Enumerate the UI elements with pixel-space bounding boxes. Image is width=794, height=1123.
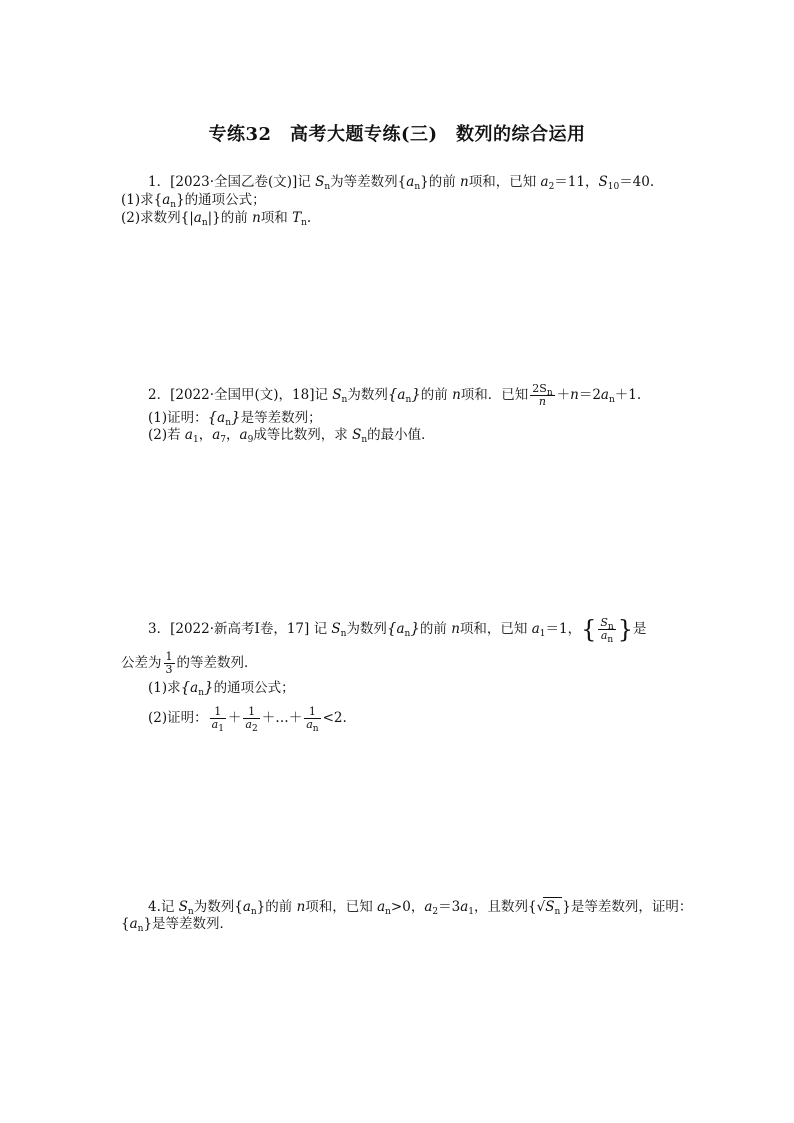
q4-stem: 4.记 $S_n$为数列$\{a_n\}$的前 n项和，已知 $a_n>0$，$a_2=3a_1$，且数列{$√S_n$ }是等差数列，证明：	[148, 899, 693, 917]
q2-part-2: (2)若 $a_1$，$a_7$，$a_9$成等比数列，求 $S_n$的最小值．	[148, 427, 435, 445]
q3-stem: 3．[2022·新高考Ⅰ卷，17] 记 $S_n$为数列$\{a_n\}$的前 n项和，已知 $a_1=1$，{ $\frac{S_n}{a_n}$ }是	[148, 615, 647, 645]
fraction-sn-over-an: $\frac{S_n}{a_n}$	[600, 616, 614, 645]
q3-part-1: (1)求$\{a_n\}$的通项公式；	[148, 678, 295, 698]
sequence-brace: {	[387, 385, 398, 403]
q2-part-1: (1)证明：$\{a_n\}$是等差数列；	[148, 408, 322, 428]
q1-stem: 1．[2023·全国乙卷(文)]记 $S_n$为等差数列$\{a_n\}$的前 n项和，已知 $a_2=11$，$S_{10}=40$.	[148, 174, 655, 192]
fraction-1-over-a1: $\frac{1}{a_1}$	[211, 705, 224, 734]
sqrt-sn: $S_n$	[545, 899, 561, 917]
q1-part-2: (2)求数列$\{|a_n|\}$的前 n项和 $T_n$.	[121, 210, 312, 228]
q3-part-2: (2)证明： $\frac{1}{a_1}$ ＋ $\frac{1}{a_2}$ ＋…＋ $\frac{1}{a_n}$ <2.	[148, 705, 347, 734]
fraction-1-over-an: $\frac{1}{a_n}$	[306, 705, 319, 734]
fraction-one-third: $\frac{1}{3}$	[165, 650, 173, 676]
fraction-1-over-a2: $\frac{1}{a_2}$	[245, 705, 258, 734]
page-title: 专练32 高考大题专练(三) 数列的综合运用	[208, 124, 586, 145]
q4-stem-line-2: $\{a_n\}$是等差数列．	[121, 916, 234, 934]
fraction-2sn-over-n: $\frac{2S_n}{n}$	[532, 382, 553, 408]
q1-part-1: (1)求$\{a_n\}$的通项公式；	[121, 192, 266, 210]
sqrt-symbol: √	[536, 899, 546, 915]
q3-stem-line-2: 公差为 $\frac{1}{3}$ 的等差数列．	[121, 650, 258, 676]
q2-stem: 2．[2022·全国甲(文)，18]记 $S_n$为数列$\{a_n\}$的前 n项和．已知 $\frac{2S_n}{n}$ $+n=2a_n+1$.	[148, 382, 642, 408]
